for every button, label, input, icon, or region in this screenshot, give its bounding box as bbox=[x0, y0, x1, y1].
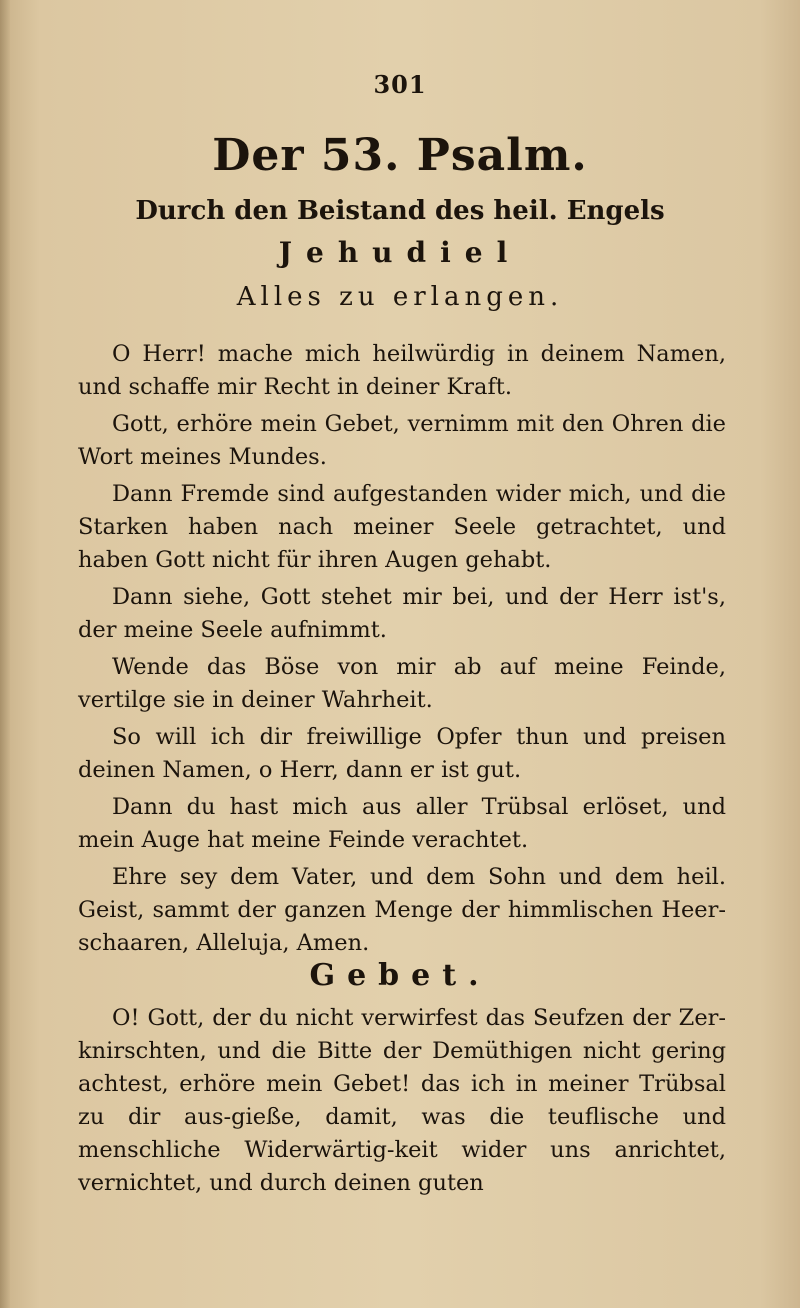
verse: Ehre sey dem Vater, und dem Sohn und dem heil. Geist, sammt der ganzen Menge der himmlischen Heer-schaaren, Alleluja, Amen. bbox=[78, 864, 726, 956]
verse: Wende das Böse von mir ab auf meine Feinde, vertilge sie in deiner Wahrheit. bbox=[78, 654, 726, 713]
psalm-title: Der 53. Psalm. bbox=[212, 130, 588, 181]
angel-name: Jehudiel bbox=[278, 236, 522, 269]
prayer-section bbox=[78, 1002, 726, 1200]
prayer-title: Gebet. bbox=[309, 958, 491, 993]
verse: Gott, erhöre mein Gebet, vernimm mit den Ohren die Wort meines Mundes. bbox=[78, 411, 726, 470]
verse: O Herr! mache mich heilwürdig in deinem Namen, und schaffe mir Recht in deiner Kraft. bbox=[78, 341, 726, 400]
page-number: 301 bbox=[373, 70, 427, 99]
verse: So will ich dir freiwillige Opfer thun und preisen deinen Namen, o Herr, dann er ist gut. bbox=[78, 724, 726, 783]
psalm-subtitle: Durch den Beistand des heil. Engels bbox=[135, 196, 665, 226]
verse: Dann du hast mich aus aller Trübsal erlöset, und mein Auge hat meine Feinde verachtet. bbox=[78, 794, 726, 853]
psalm-verses bbox=[78, 338, 726, 960]
prayer-text: O! Gott, der du nicht verwirfest das Seufzen der Zer-knirschten, und die Bitte der Demüthigen nicht gering achtest, erhöre mein Gebet! das ich in meiner Trübsal zu dir aus-gieße, damit, was die teuflische und menschliche Widerwärtig-keit wider uns anrichtet, vernichtet, und durch deinen guten bbox=[78, 1005, 726, 1196]
psalm-purpose: Alles zu erlangen. bbox=[236, 282, 564, 312]
verse: Dann Fremde sind aufgestanden wider mich, und die Starken haben nach meiner Seele getrachtet, und haben Gott nicht für ihren Augen gehabt. bbox=[78, 481, 726, 573]
verse: Dann siehe, Gott stehet mir bei, und der Herr ist's, der meine Seele aufnimmt. bbox=[78, 584, 726, 643]
